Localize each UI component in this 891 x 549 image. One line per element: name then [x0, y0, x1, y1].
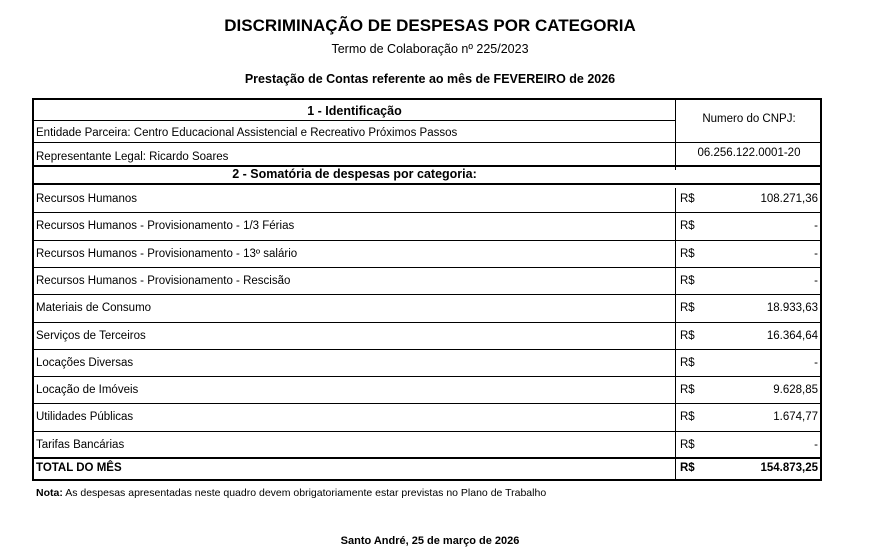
expense-value: 1.674,77 — [773, 411, 818, 424]
expense-category: Recursos Humanos - Provisionamento - Rescisão — [36, 274, 291, 287]
expense-value: 16.364,64 — [766, 329, 818, 342]
row-divider — [34, 322, 822, 323]
expense-value: - — [814, 274, 818, 287]
expense-category: Materiais de Consumo — [36, 302, 152, 315]
expense-category: Serviços de Terceiros — [36, 329, 146, 342]
row-divider — [34, 376, 822, 377]
document-title: DISCRIMINAÇÃO DE DESPESAS POR CATEGORIA — [224, 16, 636, 35]
expense-currency: R$ — [680, 411, 695, 424]
expense-currency: R$ — [680, 247, 695, 260]
identification-section-title: 1 - Identificação — [307, 104, 402, 118]
expense-currency: R$ — [680, 329, 695, 342]
expense-category: Locações Diversas — [36, 356, 134, 369]
expense-value: 18.933,63 — [766, 302, 818, 315]
row-divider — [34, 349, 822, 350]
expense-currency: R$ — [680, 220, 695, 233]
expense-category: Recursos Humanos - Provisionamento - 13º salário — [36, 247, 298, 260]
expense-value: - — [814, 438, 818, 451]
expenses-section-title: 2 - Somatória de despesas por categoria: — [232, 167, 477, 181]
expense-currency: R$ — [680, 302, 695, 315]
expense-category: Locação de Imóveis — [36, 384, 139, 397]
row-divider — [34, 267, 822, 268]
id-column-divider — [675, 100, 676, 170]
expense-value: - — [814, 220, 818, 233]
entity-name: Entidade Parceira: Centro Educacional Assistencial e Recreativo Próximos Passos — [36, 127, 458, 139]
expense-currency: R$ — [680, 384, 695, 397]
row-divider — [34, 294, 822, 295]
expense-currency: R$ — [680, 274, 695, 287]
expense-value: 108.271,36 — [760, 193, 818, 205]
note-label: Nota: — [36, 487, 63, 499]
total-currency: R$ — [680, 462, 695, 474]
row-divider — [34, 403, 822, 404]
row-divider — [34, 431, 822, 432]
note — [36, 487, 546, 499]
expense-category: Recursos Humanos - Provisionamento - 1/3 Férias — [36, 220, 295, 233]
cnpj-value: 06.256.122.0001-20 — [697, 147, 801, 159]
expense-currency: R$ — [680, 438, 695, 451]
legal-representative: Representante Legal: Ricardo Soares — [36, 151, 229, 163]
place-and-date: Santo André, 25 de março de 2026 — [340, 535, 520, 547]
row-divider — [34, 212, 822, 213]
total-value: 154.873,25 — [760, 462, 818, 474]
row-divider — [34, 240, 822, 241]
value-column-divider — [675, 188, 676, 481]
expense-currency: R$ — [680, 193, 695, 205]
document-subtitle: Termo de Colaboração nº 225/2023 — [331, 42, 529, 56]
expense-table — [32, 98, 822, 481]
expense-value: - — [814, 247, 818, 260]
reporting-period: Prestação de Contas referente ao mês de FEVEREIRO de 2026 — [244, 72, 616, 86]
cnpj-label: Numero do CNPJ: — [702, 113, 796, 125]
expense-category: Utilidades Públicas — [36, 411, 134, 424]
expense-category: Tarifas Bancárias — [36, 438, 125, 451]
expense-value: 9.628,85 — [773, 384, 818, 397]
expense-currency: R$ — [680, 356, 695, 369]
expense-category: Recursos Humanos — [36, 193, 137, 205]
note-text: As despesas apresentadas neste quadro devem obrigatoriamente estar previstas no Plano de Trabalho — [65, 487, 547, 499]
expense-value: - — [814, 356, 818, 369]
total-label: TOTAL DO MÊS — [36, 462, 122, 474]
